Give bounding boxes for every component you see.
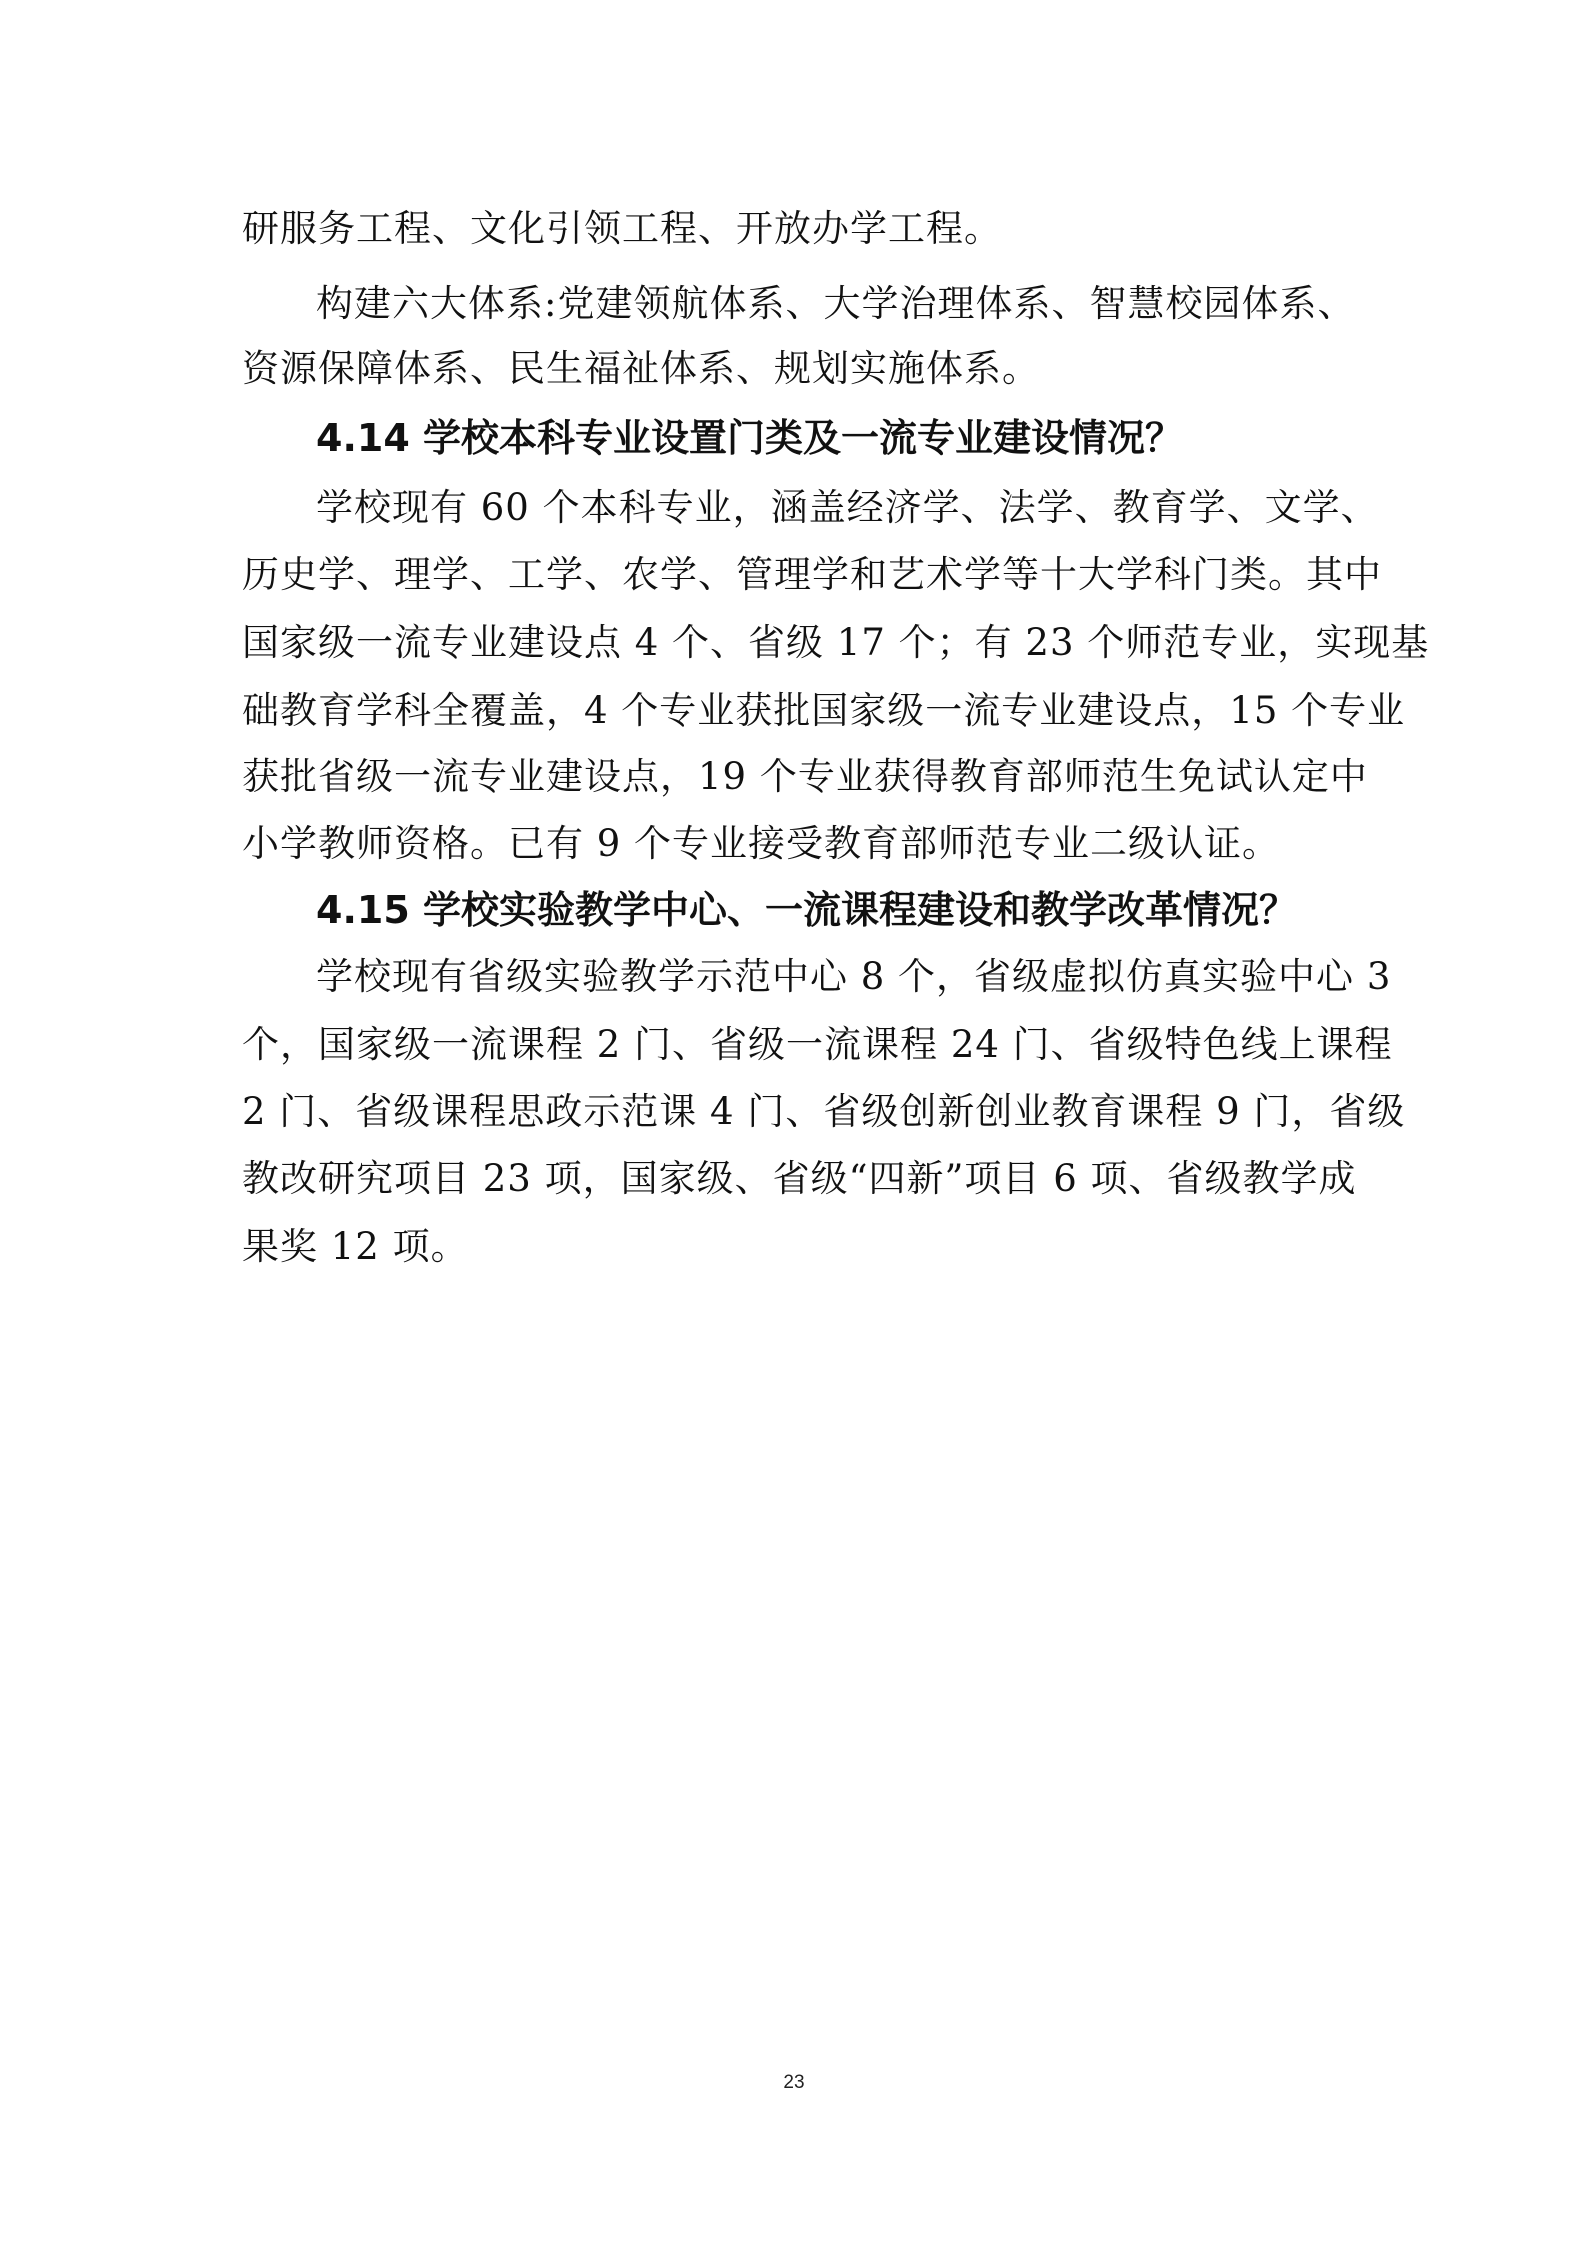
paragraph-line: 础教育学科全覆盖，4 个专业获批国家级一流专业建设点，15 个专业	[242, 689, 1406, 732]
paragraph-line: 研服务工程、文化引领工程、开放办学工程。	[242, 207, 1002, 250]
paragraph-line: 构建六大体系:党建领航体系、大学治理体系、智慧校园体系、	[316, 282, 1356, 325]
paragraph-line: 获批省级一流专业建设点，19 个专业获得教育部师范生免试认定中	[242, 755, 1368, 798]
paragraph-line: 小学教师资格。已有 9 个专业接受教育部师范专业二级认证。	[242, 822, 1281, 865]
paragraph-line: 历史学、理学、工学、农学、管理学和艺术学等十大学科门类。其中	[242, 553, 1382, 596]
paragraph-line: 资源保障体系、民生福祉体系、规划实施体系。	[242, 347, 1040, 390]
page-number: 23	[783, 2072, 805, 2093]
section-heading-4-14: 4.14 学校本科专业设置门类及一流专业建设情况？	[316, 416, 1183, 460]
paragraph-line: 国家级一流专业建设点 4 个、省级 17 个；有 23 个师范专业，实现基	[242, 621, 1430, 664]
paragraph-line: 学校现有省级实验教学示范中心 8 个，省级虚拟仿真实验中心 3	[316, 955, 1392, 998]
paragraph-line: 教改研究项目 23 项，国家级、省级“四新”项目 6 项、省级教学成	[242, 1157, 1357, 1200]
paragraph-line: 学校现有 60 个本科专业，涵盖经济学、法学、教育学、文学、	[316, 486, 1379, 529]
paragraph-line: 果奖 12 项。	[242, 1225, 469, 1268]
section-heading-4-15: 4.15 学校实验教学中心、一流课程建设和教学改革情况？	[316, 888, 1297, 932]
paragraph-line: 2 门、省级课程思政示范课 4 门、省级创新创业教育课程 9 门，省级	[242, 1090, 1406, 1133]
paragraph-line: 个，国家级一流课程 2 门、省级一流课程 24 门、省级特色线上课程	[242, 1023, 1393, 1066]
